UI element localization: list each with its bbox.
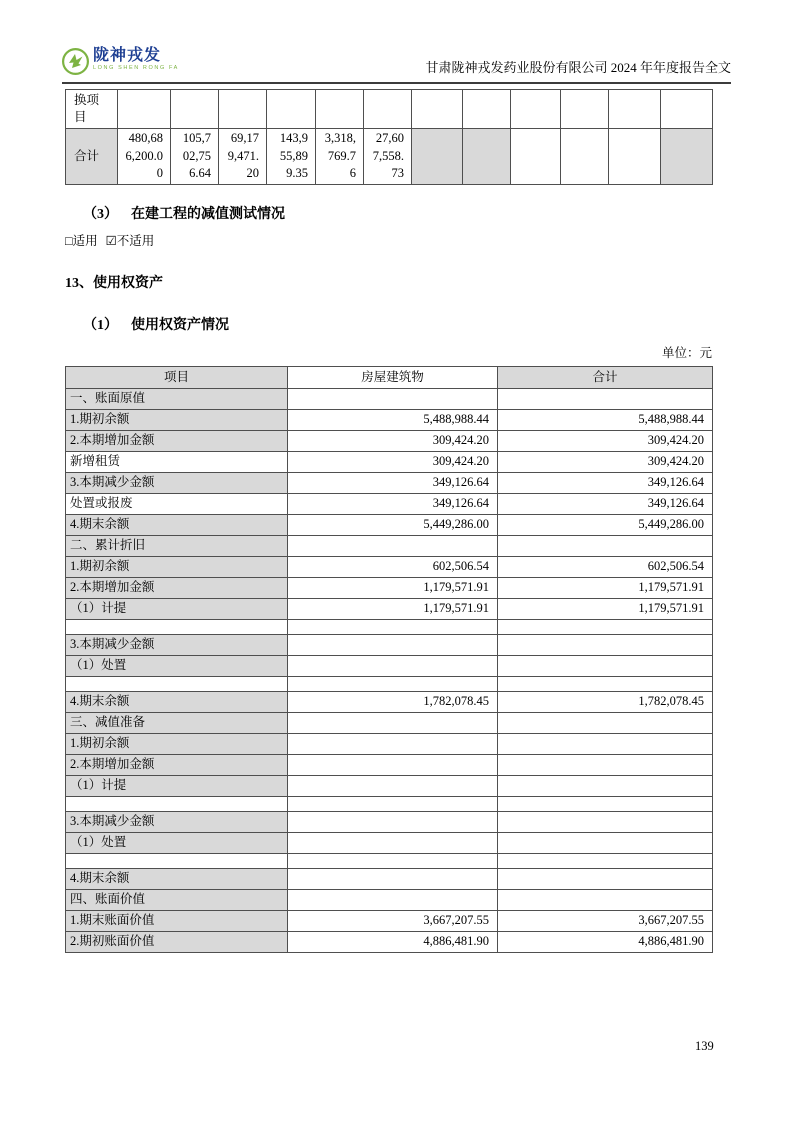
table-row bbox=[66, 677, 713, 692]
page-number: 139 bbox=[695, 1039, 714, 1053]
carryover-table bbox=[65, 89, 713, 185]
value-cell bbox=[288, 713, 498, 734]
value-cell bbox=[498, 797, 713, 812]
row-label-cell: 1.期初余额 bbox=[66, 557, 288, 578]
table-row bbox=[66, 90, 713, 129]
row-label-cell: 1.期末账面价值 bbox=[66, 911, 288, 932]
table-row bbox=[66, 854, 713, 869]
table-row bbox=[66, 869, 713, 890]
value-cell bbox=[498, 713, 713, 734]
table-row bbox=[66, 692, 713, 713]
value-cell: 349,126.64 bbox=[498, 473, 713, 494]
value-cell: 1,782,078.45 bbox=[288, 692, 498, 713]
section-heading-3-text: 在建工程的减值测试情况 bbox=[131, 207, 285, 222]
row-label-cell: 1.期初余额 bbox=[66, 410, 288, 431]
value-cell: 1,179,571.91 bbox=[288, 578, 498, 599]
row-label-cell: 合计 bbox=[66, 129, 118, 185]
table-row bbox=[66, 635, 713, 656]
value-cell bbox=[561, 90, 609, 129]
table-row bbox=[66, 713, 713, 734]
row-label-cell: 2.期初账面价值 bbox=[66, 932, 288, 953]
value-cell: 4,886,481.90 bbox=[498, 932, 713, 953]
section-heading-13-1-text: 使用权资产情况 bbox=[131, 318, 229, 333]
row-label-cell: （1）计提 bbox=[66, 599, 288, 620]
table-row bbox=[66, 557, 713, 578]
value-cell: 602,506.54 bbox=[288, 557, 498, 578]
value-cell: 5,488,988.44 bbox=[288, 410, 498, 431]
value-cell: 480,686,200.00 bbox=[118, 129, 171, 185]
not-applicable-label: 不适用 bbox=[116, 234, 155, 248]
row-label-cell: 4.期末余额 bbox=[66, 692, 288, 713]
section-heading-3 bbox=[83, 203, 285, 223]
checkbox-checked-icon: ☑ bbox=[105, 234, 117, 248]
value-cell bbox=[498, 389, 713, 410]
value-cell bbox=[288, 389, 498, 410]
table-row bbox=[66, 833, 713, 854]
value-cell bbox=[412, 129, 463, 185]
value-cell: 1,179,571.91 bbox=[498, 578, 713, 599]
table-row bbox=[66, 494, 713, 515]
value-cell: 69,179,471.20 bbox=[219, 129, 267, 185]
value-cell: 309,424.20 bbox=[498, 431, 713, 452]
value-cell bbox=[288, 797, 498, 812]
row-label-cell bbox=[66, 854, 288, 869]
value-cell bbox=[609, 129, 661, 185]
section-heading-13-1 bbox=[83, 314, 229, 334]
row-label-cell: 处置或报废 bbox=[66, 494, 288, 515]
table-row bbox=[66, 812, 713, 833]
column-header-item: 项目 bbox=[66, 367, 288, 389]
value-cell: 5,449,286.00 bbox=[498, 515, 713, 536]
value-cell bbox=[498, 776, 713, 797]
table-row bbox=[66, 410, 713, 431]
table-row bbox=[66, 734, 713, 755]
logo-subtext: LONG SHEN RONG FA bbox=[93, 65, 179, 71]
applicable-label: 适用 bbox=[72, 234, 98, 248]
value-cell bbox=[288, 890, 498, 911]
row-label-cell: （1）处置 bbox=[66, 833, 288, 854]
value-cell: 27,607,558.73 bbox=[364, 129, 412, 185]
value-cell bbox=[288, 635, 498, 656]
value-cell bbox=[412, 90, 463, 129]
page-header bbox=[62, 46, 731, 80]
value-cell bbox=[288, 776, 498, 797]
table-row bbox=[66, 452, 713, 473]
row-label-cell: 二、累计折旧 bbox=[66, 536, 288, 557]
report-title: 甘肃陇神戎发药业股份有限公司 2024 年年度报告全文 bbox=[425, 60, 731, 75]
row-label-cell: 四、账面价值 bbox=[66, 890, 288, 911]
value-cell bbox=[511, 129, 561, 185]
table-row bbox=[66, 797, 713, 812]
value-cell bbox=[288, 869, 498, 890]
value-cell bbox=[498, 755, 713, 776]
value-cell bbox=[498, 890, 713, 911]
value-cell: 5,488,988.44 bbox=[498, 410, 713, 431]
row-label-cell: 3.本期减少金额 bbox=[66, 812, 288, 833]
table-row bbox=[66, 656, 713, 677]
rou-table-header-row bbox=[66, 367, 713, 389]
value-cell: 105,702,756.64 bbox=[171, 129, 219, 185]
row-label-cell: 2.本期增加金额 bbox=[66, 431, 288, 452]
carryover-table-body bbox=[66, 90, 713, 185]
company-logo bbox=[62, 48, 179, 80]
applicable-option bbox=[65, 234, 98, 248]
row-label-cell: （1）处置 bbox=[66, 656, 288, 677]
logo-text: 陇神戎发 bbox=[93, 47, 162, 64]
table-row bbox=[66, 932, 713, 953]
value-cell bbox=[498, 734, 713, 755]
table-row bbox=[66, 620, 713, 635]
row-label-cell: 2.本期增加金额 bbox=[66, 755, 288, 776]
row-label-cell: 1.期初余额 bbox=[66, 734, 288, 755]
value-cell bbox=[316, 90, 364, 129]
row-label-cell: 4.期末余额 bbox=[66, 869, 288, 890]
row-label-cell: 3.本期减少金额 bbox=[66, 473, 288, 494]
value-cell: 309,424.20 bbox=[498, 452, 713, 473]
row-label-cell: 2.本期增加金额 bbox=[66, 578, 288, 599]
value-cell bbox=[364, 90, 412, 129]
value-cell bbox=[498, 656, 713, 677]
value-cell bbox=[288, 755, 498, 776]
value-cell bbox=[288, 677, 498, 692]
not-applicable-option bbox=[106, 234, 155, 248]
value-cell bbox=[498, 869, 713, 890]
value-cell: 602,506.54 bbox=[498, 557, 713, 578]
value-cell: 3,667,207.55 bbox=[498, 911, 713, 932]
value-cell bbox=[609, 90, 661, 129]
value-cell bbox=[171, 90, 219, 129]
value-cell: 349,126.64 bbox=[288, 473, 498, 494]
value-cell bbox=[498, 833, 713, 854]
value-cell bbox=[661, 90, 713, 129]
table-row bbox=[66, 431, 713, 452]
section-heading-13: 13、使用权资产 bbox=[65, 276, 163, 291]
value-cell: 143,955,899.35 bbox=[267, 129, 316, 185]
value-cell bbox=[288, 812, 498, 833]
section-heading-3-number: （3） bbox=[83, 207, 118, 222]
table-row bbox=[66, 911, 713, 932]
company-logo-icon bbox=[62, 48, 89, 80]
logo-text-block bbox=[93, 48, 179, 72]
table-row bbox=[66, 755, 713, 776]
value-cell bbox=[288, 656, 498, 677]
table-row bbox=[66, 776, 713, 797]
value-cell: 4,886,481.90 bbox=[288, 932, 498, 953]
value-cell: 1,179,571.91 bbox=[288, 599, 498, 620]
value-cell bbox=[288, 620, 498, 635]
value-cell bbox=[511, 90, 561, 129]
rou-table-body bbox=[66, 389, 713, 953]
value-cell bbox=[463, 129, 511, 185]
value-cell bbox=[498, 854, 713, 869]
table-row bbox=[66, 578, 713, 599]
column-header-total: 合计 bbox=[498, 367, 713, 389]
value-cell bbox=[288, 833, 498, 854]
value-cell: 309,424.20 bbox=[288, 452, 498, 473]
value-cell bbox=[288, 536, 498, 557]
column-header-building: 房屋建筑物 bbox=[288, 367, 498, 389]
value-cell bbox=[561, 129, 609, 185]
table-row bbox=[66, 473, 713, 494]
value-cell bbox=[498, 536, 713, 557]
value-cell: 309,424.20 bbox=[288, 431, 498, 452]
table-row bbox=[66, 890, 713, 911]
row-label-cell: 4.期末余额 bbox=[66, 515, 288, 536]
value-cell bbox=[288, 734, 498, 755]
row-label-cell: （1）计提 bbox=[66, 776, 288, 797]
row-label-cell: 3.本期减少金额 bbox=[66, 635, 288, 656]
section-heading-13-1-number: （1） bbox=[83, 318, 118, 333]
value-cell bbox=[463, 90, 511, 129]
value-cell: 1,782,078.45 bbox=[498, 692, 713, 713]
row-label-cell bbox=[66, 677, 288, 692]
checkbox-unchecked-icon: □ bbox=[65, 234, 73, 248]
value-cell bbox=[498, 635, 713, 656]
table-row bbox=[66, 599, 713, 620]
value-cell: 3,667,207.55 bbox=[288, 911, 498, 932]
value-cell bbox=[498, 677, 713, 692]
table-row bbox=[66, 515, 713, 536]
value-cell bbox=[661, 129, 713, 185]
table-row bbox=[66, 389, 713, 410]
value-cell: 3,318,769.76 bbox=[316, 129, 364, 185]
applicability-line bbox=[65, 231, 162, 249]
value-cell bbox=[219, 90, 267, 129]
value-cell: 349,126.64 bbox=[288, 494, 498, 515]
row-label-cell: 换项目 bbox=[66, 90, 118, 129]
table-row bbox=[66, 536, 713, 557]
unit-label: 单位：元 bbox=[661, 346, 712, 360]
value-cell bbox=[118, 90, 171, 129]
value-cell: 349,126.64 bbox=[498, 494, 713, 515]
row-label-cell bbox=[66, 797, 288, 812]
row-label-cell: 一、账面原值 bbox=[66, 389, 288, 410]
row-label-cell: 新增租赁 bbox=[66, 452, 288, 473]
value-cell bbox=[267, 90, 316, 129]
row-label-cell bbox=[66, 620, 288, 635]
value-cell bbox=[288, 854, 498, 869]
header-rule bbox=[62, 82, 731, 84]
value-cell: 1,179,571.91 bbox=[498, 599, 713, 620]
rou-table bbox=[65, 366, 713, 953]
table-row bbox=[66, 129, 713, 185]
row-label-cell: 三、减值准备 bbox=[66, 713, 288, 734]
value-cell: 5,449,286.00 bbox=[288, 515, 498, 536]
value-cell bbox=[498, 812, 713, 833]
value-cell bbox=[498, 620, 713, 635]
